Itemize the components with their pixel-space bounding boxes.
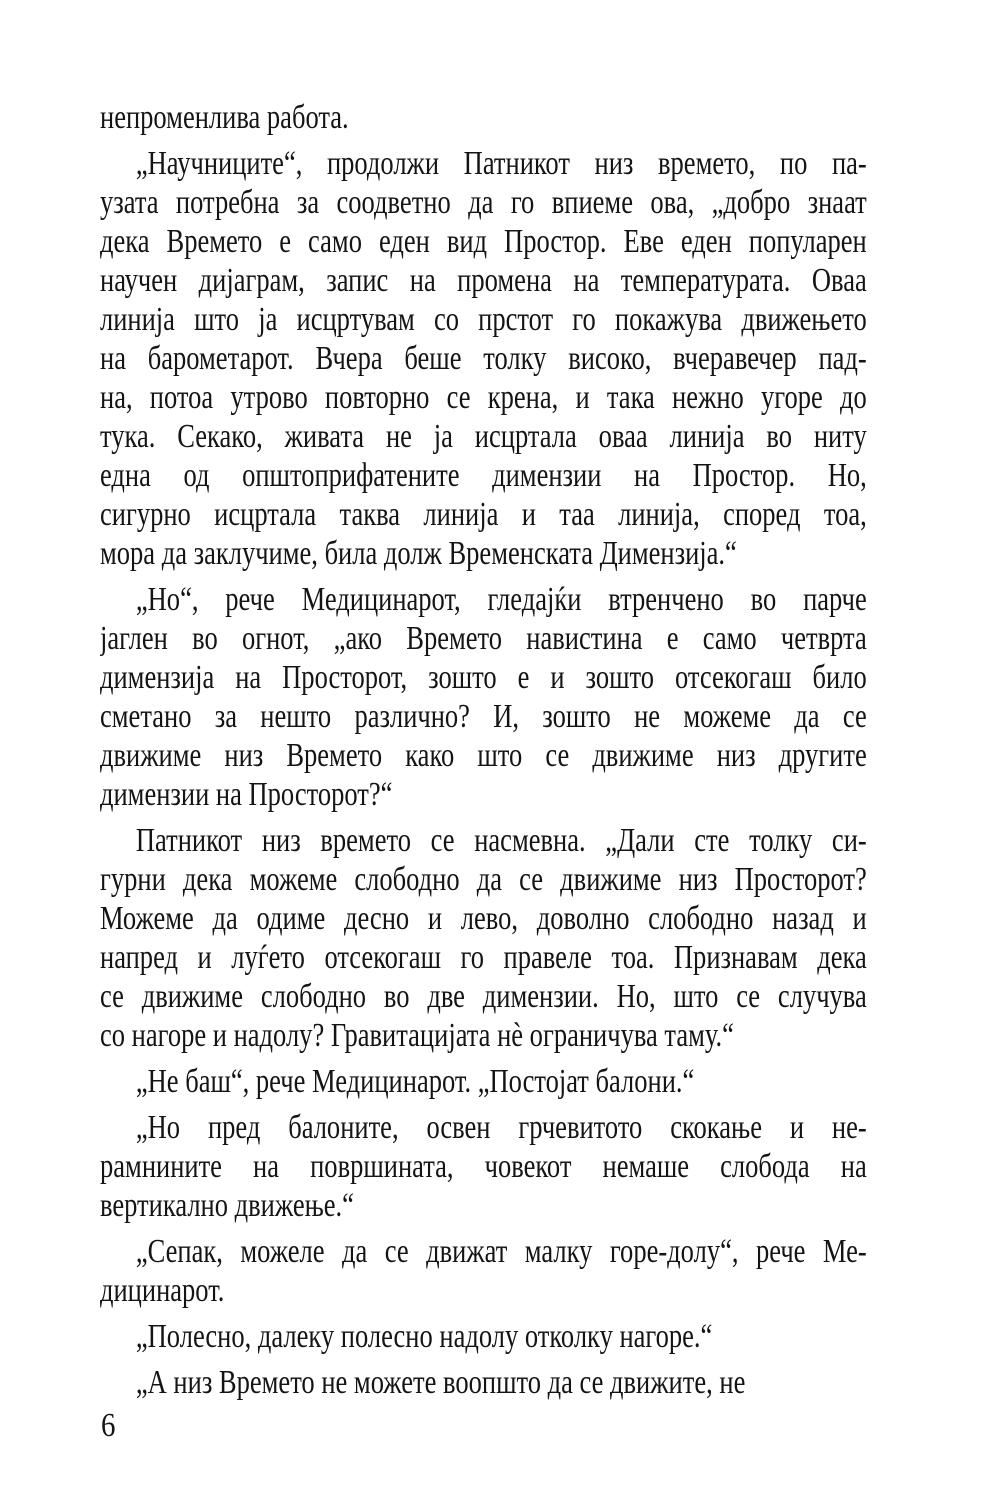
text-line: јаглен во огнот, „ако Времето навистина е само четврта	[100, 620, 867, 657]
text-line: „Но“, рече Медицинарот, гледајќи втренчено во парче	[135, 581, 867, 618]
paragraph	[100, 1055, 867, 1101]
paragraph	[100, 814, 867, 1055]
text-line: узата потребна за соодветно да го впиеме ова, „добро знаат	[100, 184, 867, 221]
text-line: димензии на Просторот?“	[100, 776, 393, 813]
text-line: „А низ Времето не можете воопшто да се движите, не	[135, 1364, 746, 1401]
text-line: Можеме да одиме десно и лево, доволно слободно назад и	[100, 900, 867, 937]
paragraph	[100, 137, 867, 573]
paragraph	[100, 1310, 867, 1356]
text-line: „Не баш“, рече Медицинарот. „Постојат балони.“	[135, 1063, 695, 1100]
text-line: линија што ја исцртувам со прстот го покажува движењето	[100, 301, 867, 338]
text-line: тука. Секако, живата не ја исцртала оваа линија во ниту	[100, 418, 867, 455]
text-line: „Сепак, можеле да се движат малку горе-долу“, рече Ме-	[135, 1233, 867, 1270]
text-line: дицинарот.	[100, 1272, 225, 1309]
text-block	[100, 98, 867, 1402]
text-line: гурни дека можеме слободно да се движиме низ Просторот?	[100, 861, 867, 898]
text-line: димензија на Просторот, зошто е и зошто отсекогаш било	[100, 659, 867, 696]
text-line: „Полесно, далеку полесно надолу отколку нагоре.“	[135, 1318, 713, 1355]
text-line: Патникот низ времето се насмевна. „Дали сте толку си-	[135, 822, 867, 859]
text-line: вертикално движење.“	[100, 1187, 354, 1224]
text-line: се движиме слободно во две димензии. Но, што се случува	[100, 978, 867, 1015]
text-line: научен дијаграм, запис на промена на температурата. Оваа	[100, 262, 867, 299]
paragraph	[100, 573, 867, 814]
text-line: движиме низ Времето како што се движиме низ другите	[100, 737, 867, 774]
text-line: дека Времето е само еден вид Простор. Еве еден популарен	[100, 223, 867, 260]
paragraph	[100, 1225, 867, 1310]
text-line: непроменлива работа.	[100, 99, 349, 136]
page-number: 6	[101, 1407, 116, 1444]
text-line: „Но пред балоните, освен грчевитото скокање и не-	[135, 1109, 867, 1146]
paragraph	[100, 98, 867, 137]
paragraph	[100, 1101, 867, 1225]
text-line: „Научниците“, продолжи Патникот низ времето, по па-	[135, 145, 867, 182]
text-line: на, потоа утрово повторно се крена, и така нежно угоре до	[100, 379, 867, 416]
text-line: рамнините на површината, човекот немаше слобода на	[100, 1148, 867, 1185]
text-line: една од општоприфатените димензии на Простор. Но,	[100, 457, 867, 494]
text-line: на барометарот. Вчера беше толку високо, вчеравечер пад-	[100, 340, 867, 377]
text-line: мора да заклучиме, била долж Временската Димензија.“	[100, 535, 737, 572]
paragraph	[100, 1356, 867, 1402]
text-line: напред и луѓето отсекогаш го правеле тоа. Признавам дека	[100, 939, 867, 976]
text-line: сигурно исцртала таква линија и таа линија, според тоа,	[100, 496, 867, 533]
text-line: со нагоре и надолу? Гравитацијата нѐ ограничува таму.“	[100, 1017, 734, 1054]
text-line: сметано за нешто различно? И, зошто не можеме да се	[100, 698, 867, 735]
